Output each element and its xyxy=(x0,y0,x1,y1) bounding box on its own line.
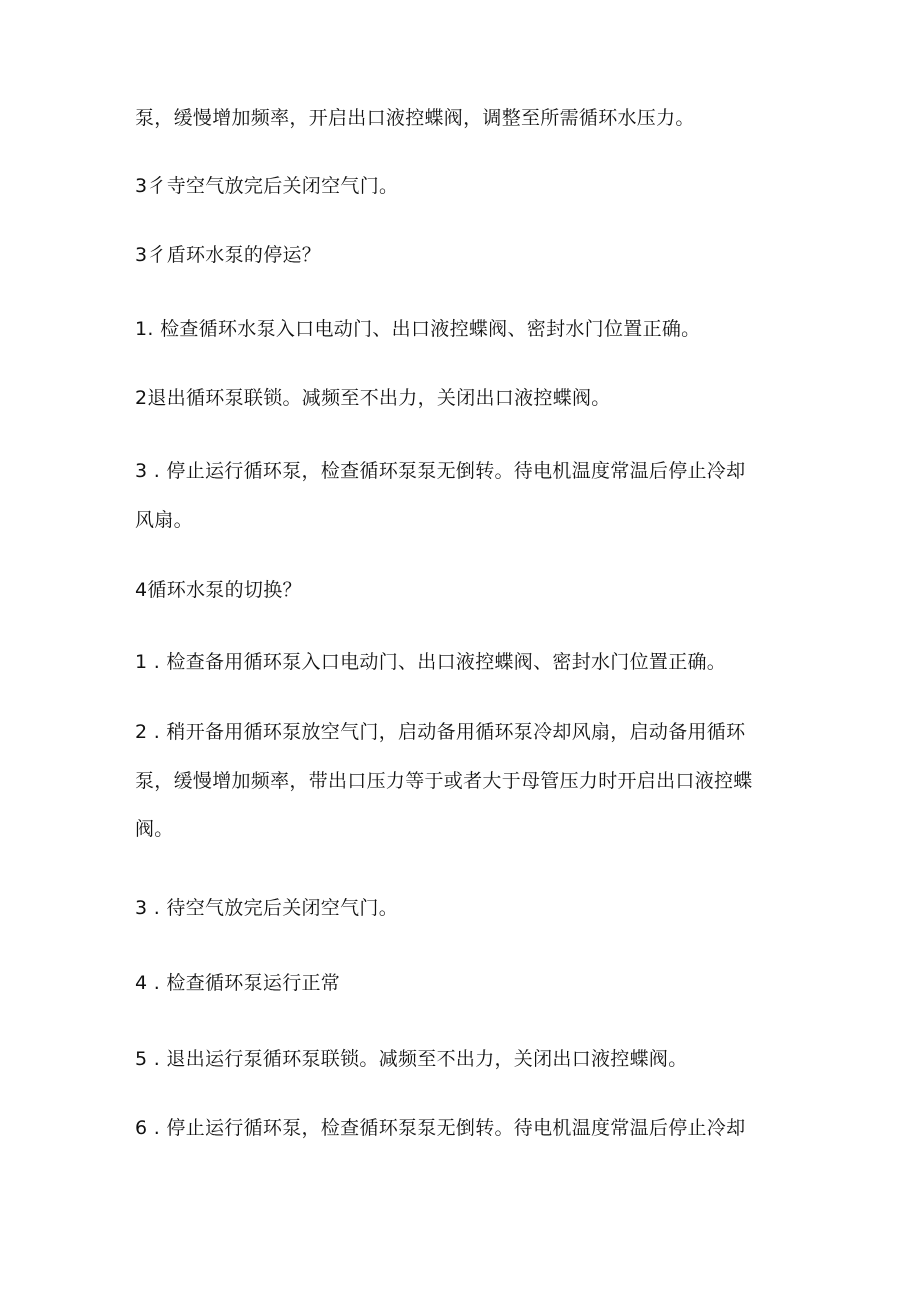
text-line: 2退出循环泵联锁。减频至不出力，关闭出口液控蝶阀。 xyxy=(135,387,611,409)
text-line: 3彳寺空气放完后关闭空气门。 xyxy=(135,175,399,197)
text-line: 4 . 检查循环泵运行正常 xyxy=(135,972,341,994)
text-line: 1 . 检查备用循环泵入口电动门、出口液控蝶阀、密封水门位置正确。 xyxy=(135,651,727,673)
text-line: 泵，缓慢增加频率，开启出口液控蝶阀，调整至所需循环水压力。 xyxy=(135,107,695,129)
text-line: 阀。 xyxy=(135,818,174,840)
text-line: 6 . 停止运行循环泵，检查循环泵泵无倒转。待电机温度常温后停止冷却 xyxy=(135,1117,746,1139)
text-line: 3 . 待空气放完后关闭空气门。 xyxy=(135,897,399,919)
text-line: 风扇。 xyxy=(135,509,193,531)
text-line: 1. 检查循环水泵入口电动门、出口液控蝶阀、密封水门位置正确。 xyxy=(135,318,701,340)
text-line: 3 . 停止运行循环泵，检查循环泵泵无倒转。待电机温度常温后停止冷却 xyxy=(135,460,746,482)
section-heading: 4循环水泵的切换？ xyxy=(135,579,302,601)
text-line: 泵，缓慢增加频率，带出口压力等于或者大于母管压力时开启出口液控蝶 xyxy=(135,770,753,792)
text-line: 5 . 退出运行泵循环泵联锁。减频至不出力，关闭出口液控蝶阀。 xyxy=(135,1048,688,1070)
section-heading: 3彳盾环水泵的停运？ xyxy=(135,244,322,266)
text-line: 2 . 稍开备用循环泵放空气门，启动备用循环泵冷却风扇，启动备用循环 xyxy=(135,721,746,743)
